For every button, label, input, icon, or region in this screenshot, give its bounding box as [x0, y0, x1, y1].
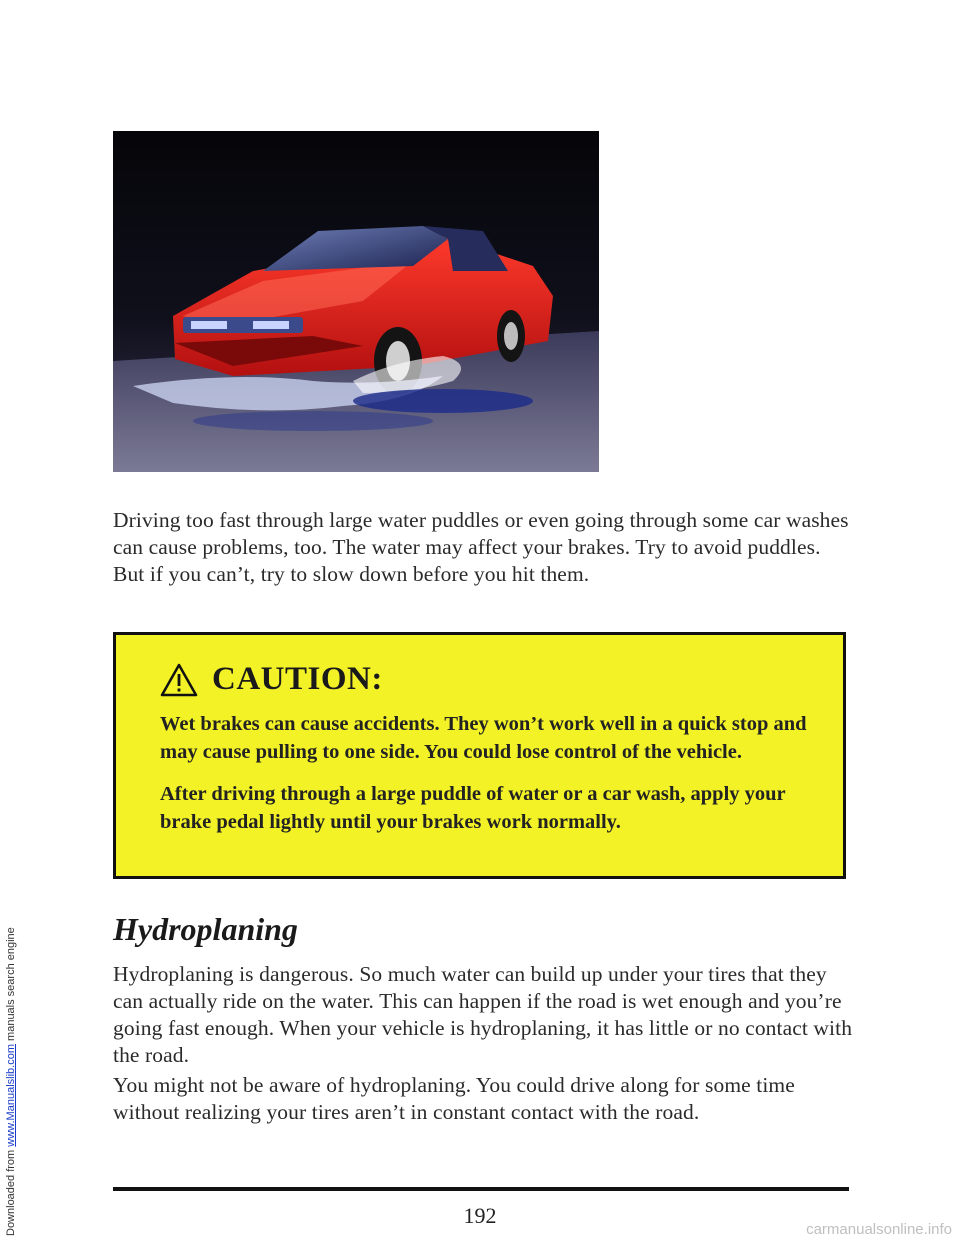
paragraph-hydroplaning-danger: Hydroplaning is dangerous. So much water can build up under your tires that they can actually ride on the water. This can happen if the road is wet enough and you’re going fast enough. When your vehicle is hydroplaning, it has little or no contact with the road. [113, 962, 853, 1067]
page-number: 192 [463, 1203, 497, 1228]
download-watermark [5, 927, 17, 1236]
watermark-suffix: manuals search engine [5, 927, 17, 1045]
manualslib-link[interactable]: www.Manualslib.com [5, 1044, 17, 1147]
side-watermark [0, 0, 18, 1242]
caution-box [113, 632, 846, 879]
warning-triangle-icon [160, 663, 198, 697]
section-heading-hydroplaning: Hydroplaning [113, 911, 298, 947]
site-watermark: carmanualsonline.info [806, 1221, 952, 1238]
paragraph-puddles: Driving too fast through large water puddles or even going through some car washes can cause problems, too. The water may affect your brakes. Try to avoid puddles. But if you can’t, try to slow down before you hit them. [113, 508, 849, 586]
caution-text-after-driving: After driving through a large puddle of water or a car wash, apply your brake pedal lightly until your brakes work normally. [160, 783, 786, 833]
car-puddle-illustration [113, 131, 599, 472]
caution-text-wet-brakes: Wet brakes can cause accidents. They won’t work well in a quick stop and may cause pulling to one side. You could lose control of the vehicle. [160, 713, 807, 763]
paragraph-hydroplaning-awareness: You might not be aware of hydroplaning. You could drive along for some time without realizing your tires aren’t in constant contact with the road. [113, 1073, 795, 1124]
watermark-prefix: Downloaded from [5, 1146, 17, 1236]
footer-rule [113, 1187, 849, 1191]
caution-title: CAUTION: [212, 661, 383, 697]
caution-header [160, 661, 807, 698]
